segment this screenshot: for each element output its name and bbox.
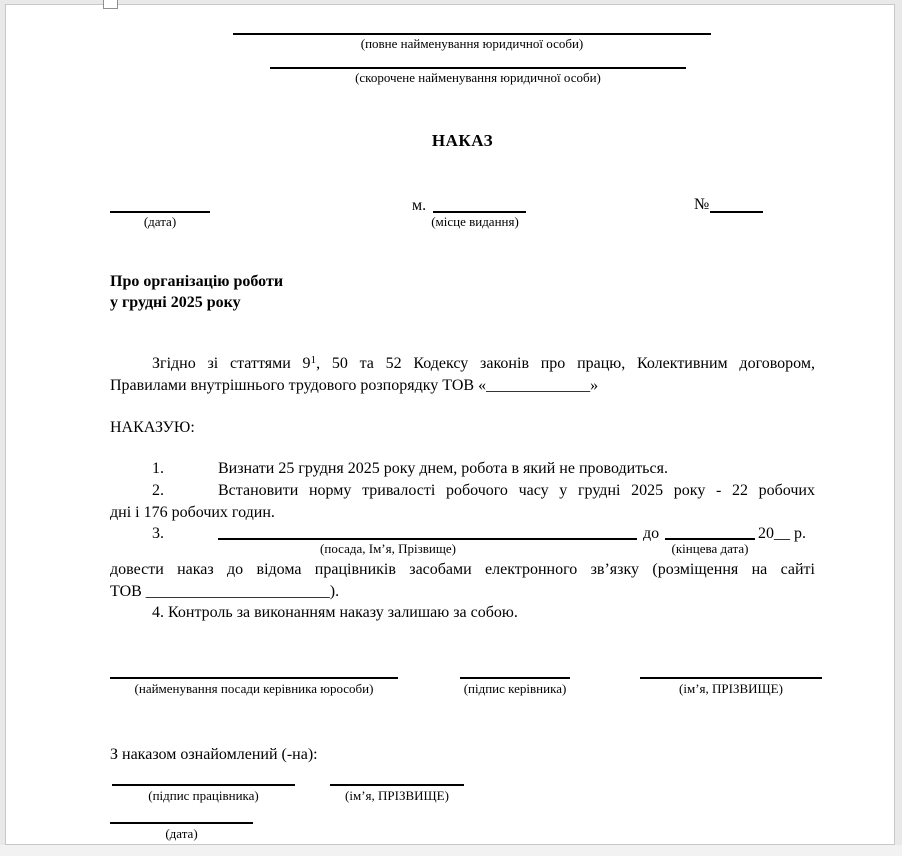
caption-date: (дата): [143, 214, 177, 229]
item-1-number: 1.: [152, 460, 164, 477]
resolution-word: НАКАЗУЮ:: [110, 419, 195, 436]
caption-employee-name: (ім’я, ПРІЗВИЩЕ): [345, 788, 449, 803]
blank-line-head-name: [640, 677, 822, 679]
item-2-number: 2.: [152, 482, 164, 499]
item-3-to-label: до: [643, 525, 660, 542]
document-title: НАКАЗ: [431, 131, 494, 150]
preamble-line-1: [152, 353, 815, 374]
caption-short-name: (скорочене найменування юридичної особи): [355, 70, 601, 85]
blank-line-employee-signature: [112, 784, 295, 786]
caption-head-name: (ім’я, ПРІЗВИЩЕ): [679, 681, 783, 696]
blank-line-head-signature: [460, 677, 570, 679]
number-prefix: №: [694, 196, 710, 213]
item-3-line-4: ТОВ _______________________).: [110, 583, 340, 600]
caption-head-signature: (підпис керівника): [463, 681, 567, 696]
caption-head-position: (найменування посади керівника юрособи): [134, 681, 374, 696]
item-4-text: 4. Контроль за виконанням наказу залишаю за собою.: [152, 604, 518, 621]
blank-line-date: [110, 211, 210, 213]
item-2-line-1: Встановити норму тривалості робочого часу у грудні 2025 року - 22 робочих: [218, 482, 815, 499]
caption-ack-date: (дата): [165, 826, 198, 841]
blank-line-full-name: [233, 33, 711, 35]
item-2-line-2: дні і 176 робочих годин.: [110, 504, 275, 521]
blank-line-employee-name: [330, 784, 464, 786]
item-3-year-blank: 20__ р.: [758, 525, 806, 542]
preamble-superscript: 1: [310, 354, 317, 366]
preamble-line-2: Правилами внутрішнього трудового розпорядку ТОВ «_____________»: [110, 377, 599, 394]
caption-place: (місце видання): [431, 214, 519, 229]
preamble-text-before-sup: Згідно зі статтями 9: [152, 355, 311, 372]
subject-line-2: у грудні 2025 року: [110, 294, 241, 311]
caption-employee-signature: (підпис працівника): [148, 788, 259, 803]
item-3-number: 3.: [152, 525, 164, 542]
caption-full-name: (повне найменування юридичної особи): [360, 36, 584, 51]
blank-line-position-name: [218, 538, 637, 540]
caption-position-name: (посада, Ім’я, Прізвище): [320, 541, 456, 556]
item-1-text: Визнати 25 грудня 2025 року днем, робота в який не проводиться.: [218, 460, 668, 477]
item-3-line-3: довести наказ до відома працівників засобами електронного зв’язку (розміщення на сайті: [110, 561, 815, 578]
preamble-text-after-sup: , 50 та 52 Кодексу законів про працю, Колективним договором,: [316, 355, 815, 372]
subject-line-1: Про організацію роботи: [110, 273, 284, 290]
content-control-handle[interactable]: [103, 0, 118, 9]
blank-line-place: [433, 211, 526, 213]
blank-line-ack-date: [110, 822, 253, 824]
blank-line-number: [710, 211, 763, 213]
blank-line-head-position: [110, 677, 398, 679]
caption-end-date: (кінцева дата): [671, 541, 749, 556]
acknowledgement-label: З наказом ознайомлений (-на):: [110, 746, 318, 763]
blank-line-end-date: [665, 538, 755, 540]
city-prefix: м.: [412, 197, 427, 214]
blank-line-short-name: [270, 67, 686, 69]
